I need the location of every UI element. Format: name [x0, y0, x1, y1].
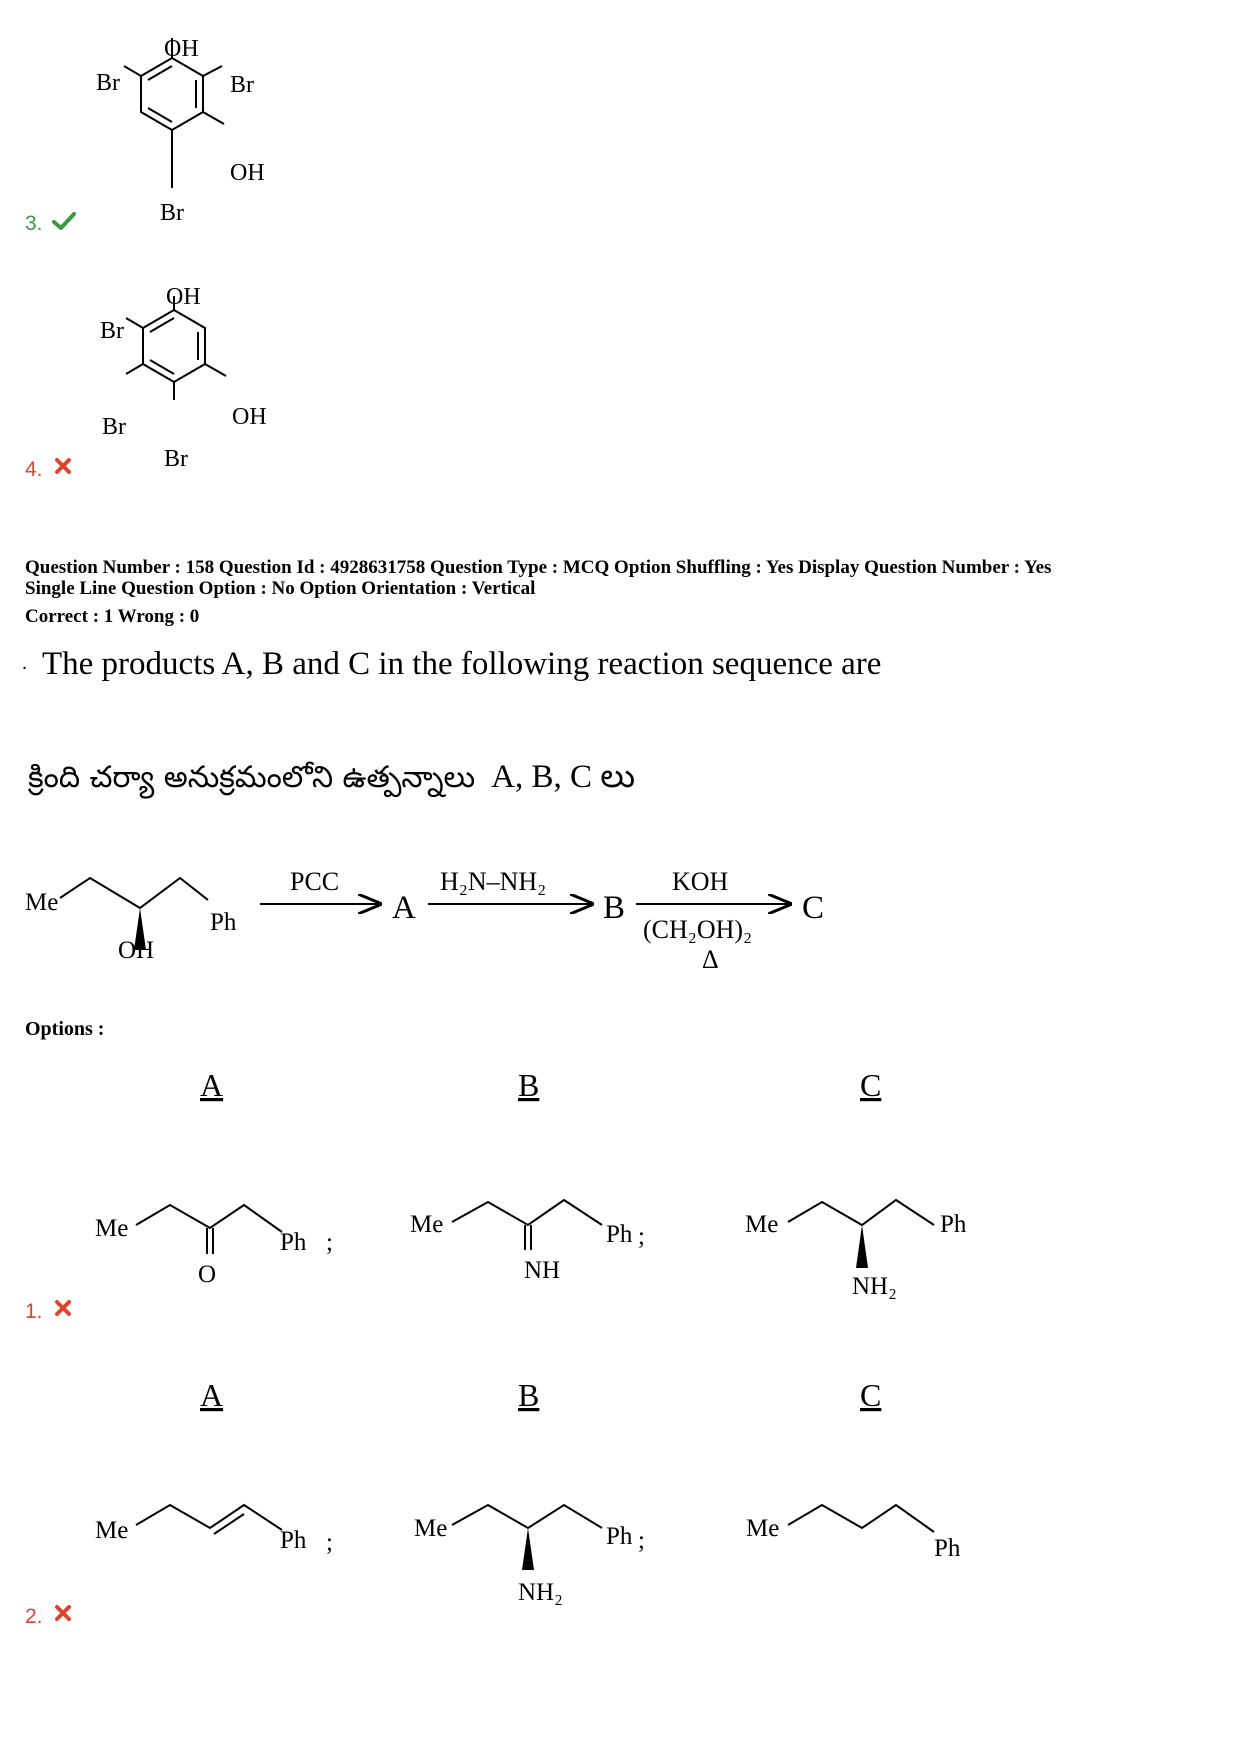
option-number: 1. [25, 1300, 43, 1323]
label-me: Me [414, 1515, 448, 1542]
label-oh: OH [232, 404, 267, 430]
choice-2-structures [0, 1360, 1240, 1620]
column-header: A [200, 1067, 224, 1103]
separator: ; [638, 1223, 645, 1250]
label-nh: NH [524, 1257, 561, 1284]
label-br: Br [96, 70, 120, 96]
label-ph: Ph [606, 1221, 633, 1248]
wedge-bond [522, 1528, 534, 1570]
label-me: Me [746, 1515, 780, 1542]
label-oh: OH [164, 36, 199, 62]
reagent-1: PCC [290, 867, 340, 896]
telugu-text: క్రింది చర్యా అనుక్రమంలోని ఉత్పన్నాలు [28, 760, 476, 795]
column-header: B [518, 1377, 540, 1413]
choice-1-structures [0, 1050, 1240, 1310]
telugu-text-suffix: A, B, C లు [491, 759, 636, 795]
label-br: Br [230, 72, 254, 98]
check-icon [52, 211, 76, 231]
label-oh: OH [118, 937, 155, 964]
label-nh2: NH₂ [518, 1579, 563, 1606]
column-header: C [860, 1377, 882, 1413]
wedge-bond [856, 1225, 868, 1268]
column-header: A [200, 1377, 224, 1413]
question-text-telugu [28, 758, 635, 803]
product-a: A [392, 890, 416, 926]
label-ph: Ph [934, 1535, 961, 1562]
reagent-3-solvent: (CH₂OH)₂ [643, 915, 753, 944]
question-meta-line1: Question Number : 158 Question Id : 4928631758 Question Type : MCQ Option Shuffling : Yes Display Question Number : Yes [25, 557, 1052, 578]
label-br: Br [100, 318, 124, 344]
cross-icon [54, 457, 72, 475]
label-o: O [198, 1261, 217, 1288]
column-header: B [518, 1067, 540, 1103]
reaction-scheme [0, 860, 1240, 980]
label-me: Me [95, 1215, 129, 1242]
label-me: Me [95, 1517, 129, 1544]
option-number: 2. [25, 1605, 43, 1628]
label-ph: Ph [280, 1527, 307, 1554]
label-ph: Ph [210, 909, 237, 936]
option-3-structure [0, 0, 1240, 250]
cross-icon [54, 1299, 72, 1317]
label-ph: Ph [606, 1523, 633, 1550]
separator: ; [638, 1527, 645, 1554]
label-br: Br [160, 200, 184, 226]
options-label: Options : [25, 1018, 105, 1040]
question-meta-line2: Single Line Question Option : No Option Orientation : Vertical [25, 578, 536, 599]
question-bullet: . [22, 652, 27, 674]
question-text-english: The products A, B and C in the following reaction sequence are [42, 646, 882, 682]
product-c: C [802, 890, 825, 926]
label-ph: Ph [940, 1211, 967, 1238]
label-oh: OH [230, 160, 265, 186]
cross-icon [54, 1604, 72, 1622]
option-4-structure [0, 280, 1240, 490]
label-me: Me [410, 1211, 444, 1238]
label-me: Me [25, 889, 59, 916]
separator: ; [326, 1529, 333, 1556]
separator: ; [326, 1229, 333, 1256]
label-br: Br [164, 446, 188, 472]
heat-symbol: Δ [702, 945, 719, 974]
product-b: B [603, 890, 626, 926]
label-ph: Ph [280, 1229, 307, 1256]
question-marks: Correct : 1 Wrong : 0 [25, 606, 200, 627]
label-nh2: NH₂ [852, 1273, 897, 1300]
label-me: Me [745, 1211, 779, 1238]
reagent-2: H₂N–NH₂ [440, 867, 547, 896]
reagent-3: KOH [672, 867, 729, 896]
option-number: 3. [25, 212, 43, 235]
label-br: Br [102, 414, 126, 440]
option-number: 4. [25, 458, 43, 481]
label-oh: OH [166, 284, 201, 310]
column-header: C [860, 1067, 882, 1103]
